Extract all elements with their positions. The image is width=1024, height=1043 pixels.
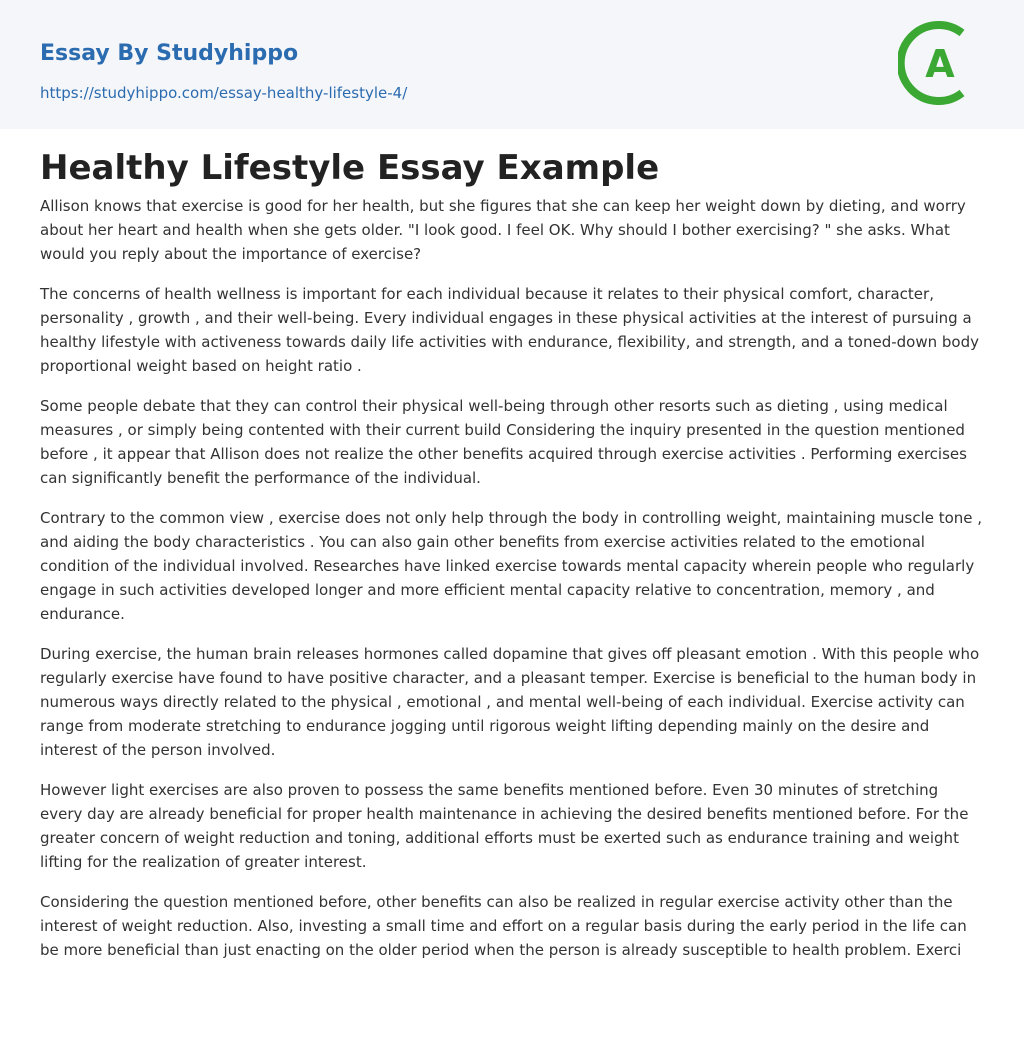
essay-paragraph: Contrary to the common view , exercise does not only help through the body in controlling weight, maintaining muscle tone , and aiding the body characteristics . You can also gain other benefits from exercise activities related to the emotional condition of the individual involved. Researches have linked exercise towards mental capacity wherein people who regularly engage in such activities developed longer and more efficient mental capacity relative to concentration, memory , and endurance. xyxy=(40,509,983,623)
essay-url-link[interactable]: https://studyhippo.com/essay-healthy-lifestyle-4/ xyxy=(40,84,408,102)
essay-content xyxy=(40,194,984,978)
essay-paragraph: During exercise, the human brain releases hormones called dopamine that gives off pleasant emotion . With this people who regularly exercise have found to have positive character, and a pleasant temper. Exercise is beneficial to the human body in numerous ways directly related to the physical , emotional , and mental well-being of each individual. Exercise activity can range from moderate stretching to endurance jogging until rigorous weight lifting depending mainly on the desire and interest of the person involved. xyxy=(40,645,980,759)
logo-letter: A xyxy=(925,42,955,86)
page-title: Healthy Lifestyle Essay Example xyxy=(40,148,660,188)
essay-paragraph: However light exercises are also proven to possess the same benefits mentioned before. Even 30 minutes of stretching every day are already beneficial for proper health maintenance in achieving the desired benefits mentioned before. For the greater concern of weight reduction and toning, additional efforts must be exerted such as endurance training and weight lifting for the realization of greater interest. xyxy=(40,781,969,871)
essay-paragraph: Allison knows that exercise is good for her health, but she figures that she can keep her weight down by dieting, and worry about her heart and health when she gets older. "I look good. I feel OK. Why should I bother exercising? " she asks. What would you reply about the importance of exercise? xyxy=(40,197,966,263)
essay-paragraph: Considering the question mentioned before, other benefits can also be realized in regular exercise activity other than the interest of weight reduction. Also, investing a small time and effort on a regular basis during the early period in the life can be more beneficial than just enacting on the older period when the person is already susceptible to health problem. Exerci xyxy=(40,893,967,959)
site-title[interactable]: Essay By Studyhippo xyxy=(40,41,299,66)
essay-paragraph: Some people debate that they can control their physical well-being through other resorts such as dieting , using medical measures , or simply being contented with their current build Considering the inquiry presented in the question mentioned before , it appear that Allison does not realize the other benefits acquired through exercise activities . Performing exercises can significantly benefit the performance of the individual. xyxy=(40,397,967,487)
studyhippo-logo-icon[interactable] xyxy=(898,20,986,106)
essay-paragraph: The concerns of health wellness is important for each individual because it relates to their physical comfort, character, personality , growth , and their well-being. Every individual engages in these physical activities at the interest of pursuing a healthy lifestyle with activeness towards daily life activities with endurance, flexibility, and strength, and a toned-down body proportional weight based on height ratio . xyxy=(40,285,979,375)
